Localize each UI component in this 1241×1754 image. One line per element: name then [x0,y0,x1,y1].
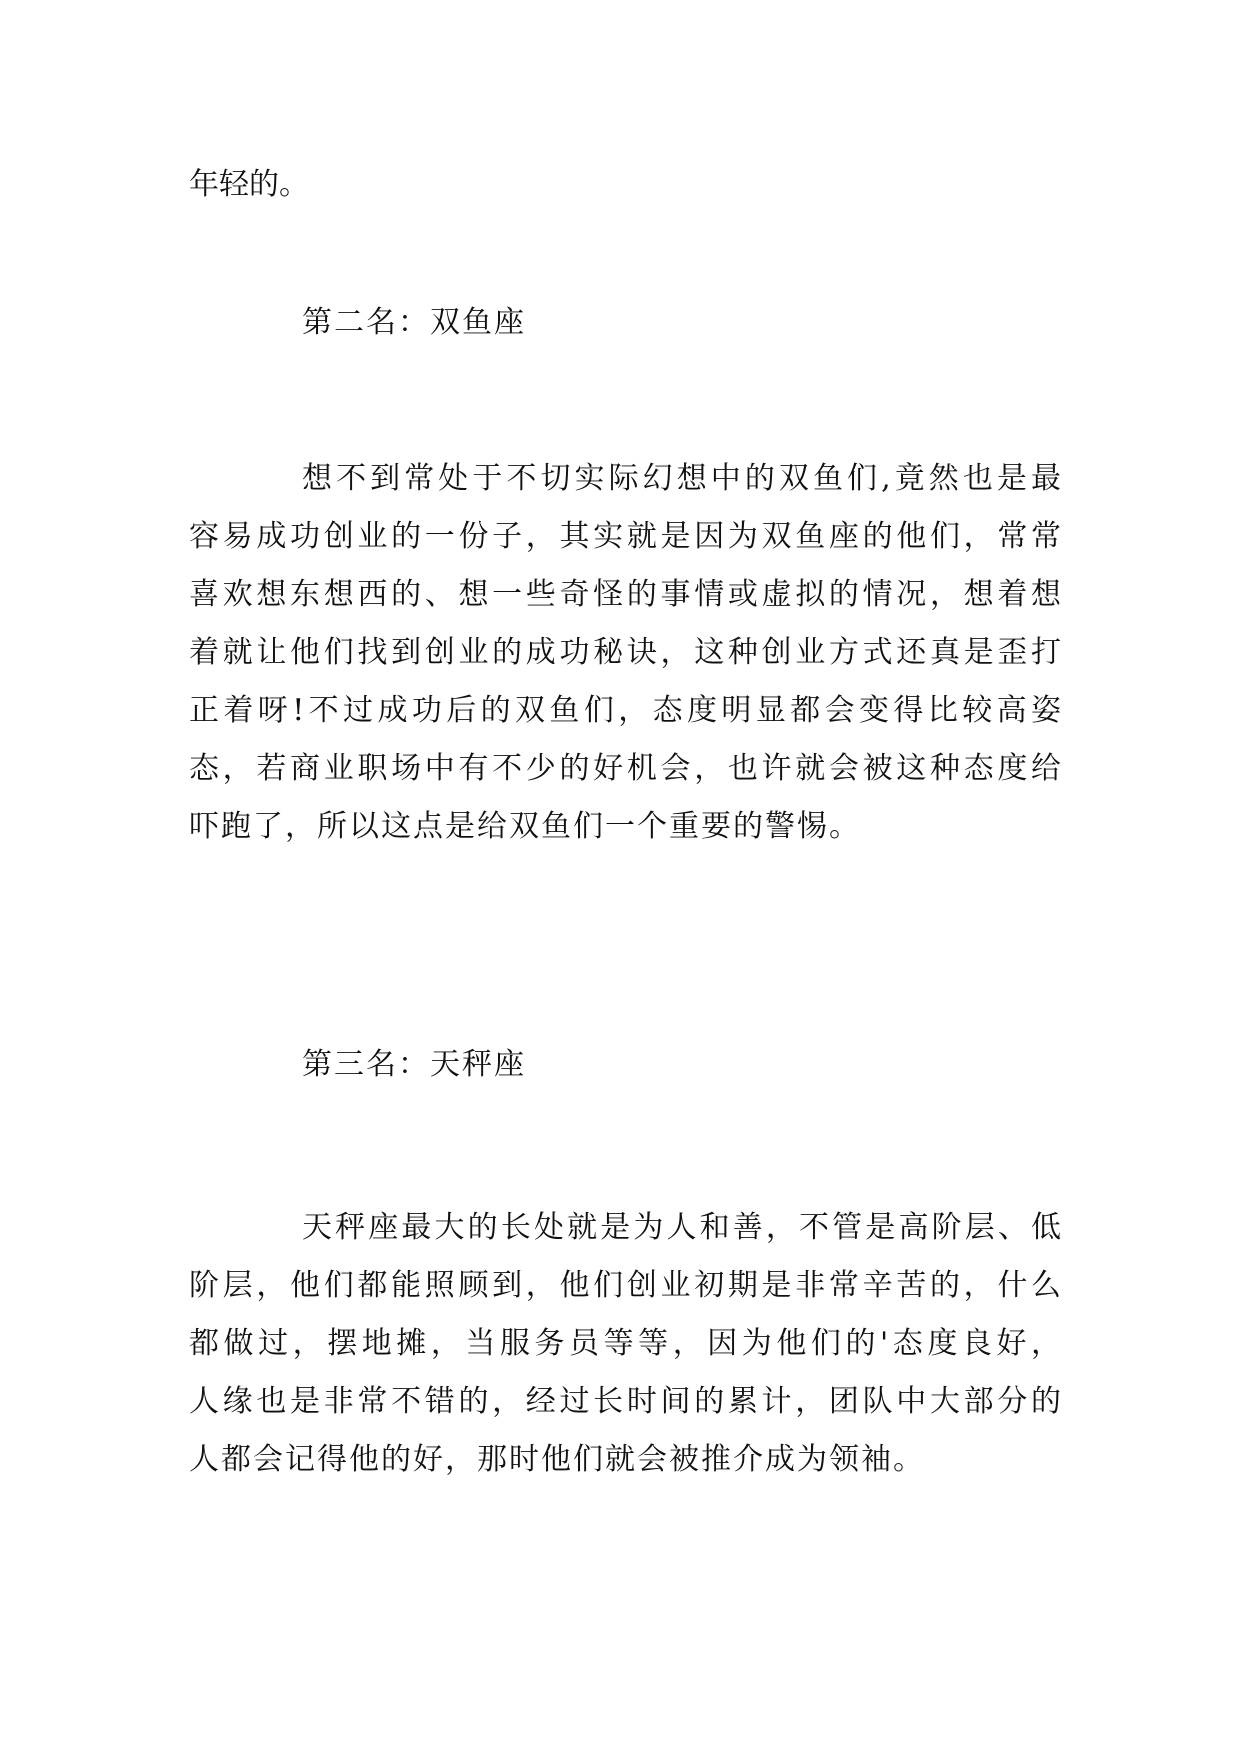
paragraph-line: 想不到常处于不切实际幻想中的双鱼们,竟然也是最 [302,461,1061,496]
paragraph-line: 正着呀!不过成功后的双鱼们，态度明显都会变得比较高姿 [189,693,1061,728]
paragraph-line: 吓跑了，所以这点是给双鱼们一个重要的警惕。 [189,809,861,844]
paragraph-line: 着就让他们找到创业的成功秘诀，这种创业方式还真是歪打 [189,635,1061,670]
paragraph-line: 都做过，摆地摊，当服务员等等，因为他们的'态度良好， [189,1326,1061,1361]
paragraph-line: 人都会记得他的好，那时他们就会被推介成为领袖。 [189,1442,925,1477]
intro-tail-text: 年轻的。 [189,167,309,202]
paragraph-line: 阶层，他们都能照顾到，他们创业初期是非常辛苦的，什么 [189,1268,1061,1303]
paragraph-line: 人缘也是非常不错的，经过长时间的累计，团队中大部分的 [189,1384,1061,1419]
paragraph-line: 喜欢想东想西的、想一些奇怪的事情或虚拟的情况，想着想 [189,577,1061,612]
section-heading-pisces: 第二名：双鱼座 [302,305,526,340]
paragraph-line: 态，若商业职场中有不少的好机会，也许就会被这种态度给 [189,751,1061,786]
paragraph-line: 容易成功创业的一份子，其实就是因为双鱼座的他们，常常 [189,519,1061,554]
paragraph-line: 天秤座最大的长处就是为人和善，不管是高阶层、低 [302,1210,1061,1245]
section-heading-libra: 第三名：天秤座 [302,1047,526,1082]
